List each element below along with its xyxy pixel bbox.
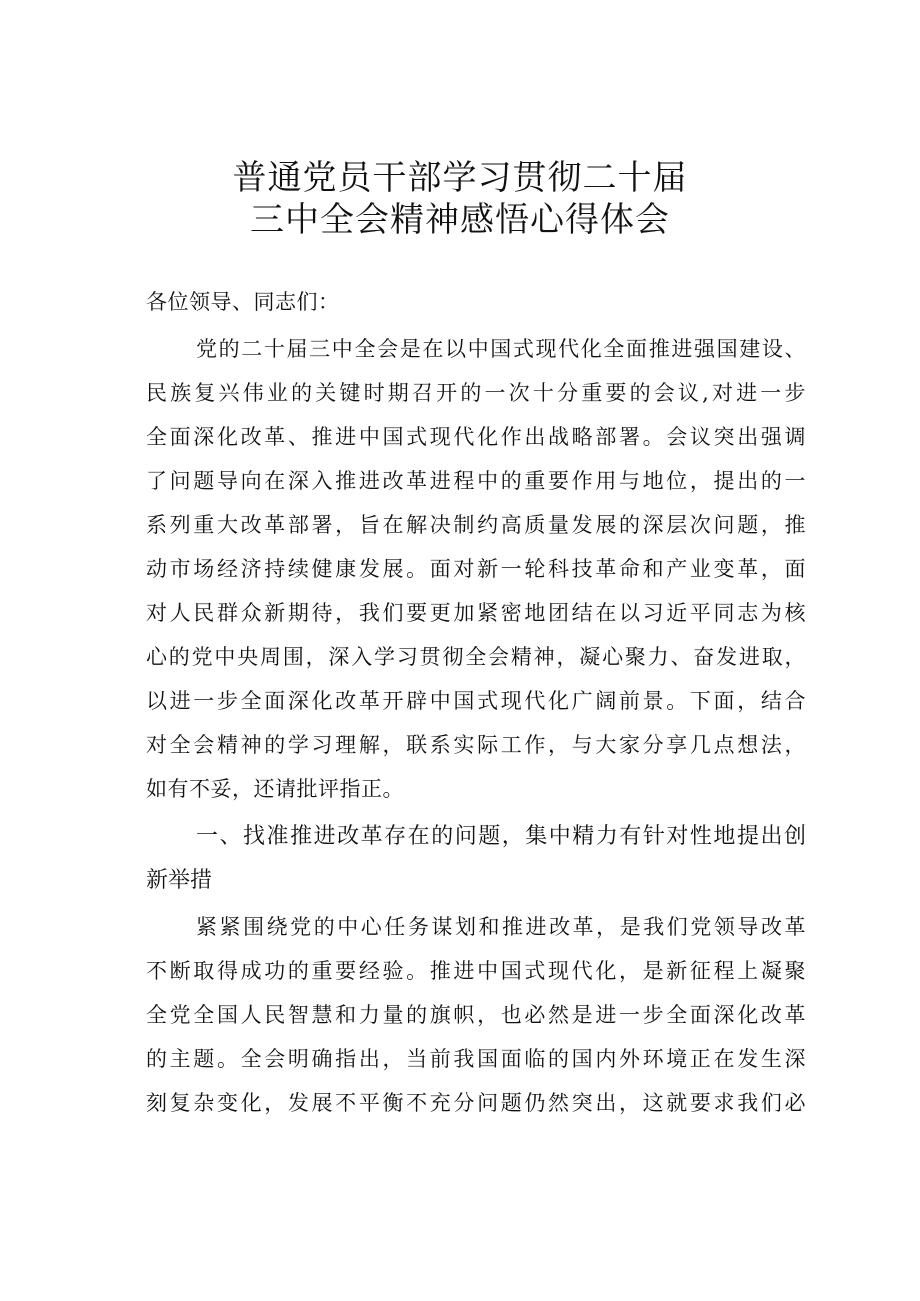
paragraph-1-line: 对人民群众新期待，我们要更加紧密地团结在以习近平同志为核 [146, 601, 806, 625]
paragraph-1-line: 了问题导向在深入推进改革进程中的重要作用与地位，提出的一 [146, 469, 806, 493]
section-1-heading-line: 新举措 [146, 868, 213, 893]
salutation: 各位领导、同志们： [146, 290, 340, 314]
paragraph-1-line: 如有不妥，还请批评指正。 [146, 777, 404, 801]
paragraph-2-line: 的主题。全会明确指出，当前我国面临的国内外环境正在发生深 [146, 1047, 806, 1071]
paragraph-1-line: 全面深化改革、推进中国式现代化作出战略部署。会议突出强调 [146, 425, 806, 449]
paragraph-2-line: 不断取得成功的重要经验。推进中国式现代化，是新征程上凝聚 [146, 959, 806, 983]
paragraph-1-line: 以进一步全面深化改革开辟中国式现代化广阔前景。下面，结合 [146, 689, 806, 713]
paragraph-1-line: 对全会精神的学习理解，联系实际工作，与大家分享几点想法， [146, 733, 806, 757]
paragraph-1-line: 民族复兴伟业的关键时期召开的一次十分重要的会议,对进一步 [146, 381, 806, 405]
paragraph-1-line: 心的党中央周围，深入学习贯彻全会精神，凝心聚力、奋发进取， [146, 645, 806, 669]
paragraph-2-line: 全党全国人民智慧和力量的旗帜，也必然是进一步全面深化改革 [146, 1003, 806, 1027]
paragraph-2-line: 紧紧围绕党的中心任务谋划和推进改革，是我们党领导改革 [196, 915, 806, 939]
paragraph-2-line: 刻复杂变化，发展不平衡不充分问题仍然突出，这就要求我们必 [146, 1091, 806, 1115]
paragraph-1-line: 系列重大改革部署，旨在解决制约高质量发展的深层次问题，推 [146, 513, 806, 537]
section-1-heading-line: 一、找准推进改革存在的问题，集中精力有针对性地提出创 [196, 824, 806, 849]
paragraph-1-line: 党的二十届三中全会是在以中国式现代化全面推进强国建设、 [196, 337, 806, 361]
paragraph-1-line: 动市场经济持续健康发展。面对新一轮科技革命和产业变革，面 [146, 557, 806, 581]
document-title-line-1: 普通党员干部学习贯彻二十届 [232, 158, 688, 198]
document-title-line-2: 三中全会精神感悟心得体会 [250, 200, 670, 240]
